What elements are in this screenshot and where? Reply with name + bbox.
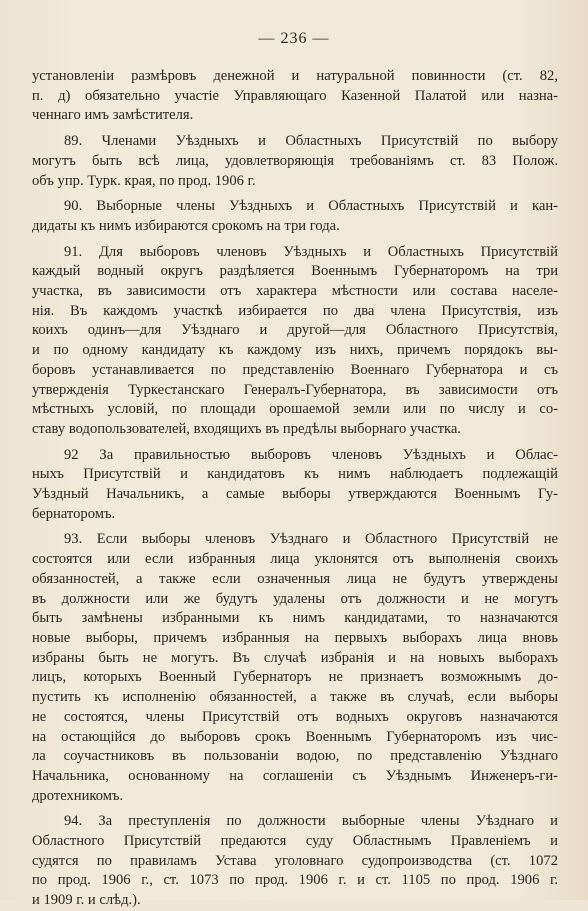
text-line: боровъ устанавливается по представленію Военнаго Губернатора и съ [32, 361, 558, 378]
text-line: ставу водопользователей, входящихъ въ предѣлы выборнаго участка. [32, 420, 461, 437]
paragraph-93 [32, 530, 558, 806]
text-line: ныхъ Присутствій и кандидатовъ къ нимъ наблюдаетъ подлежащій [32, 466, 558, 483]
paragraph-92 [32, 446, 558, 525]
text-line: въ должности или же будутъ удалены отъ должности и не могутъ [32, 590, 558, 607]
text-line: мѣстныхъ условій, по площади орошаемой земли или по числу и со- [32, 401, 558, 418]
text-line: п. д) обязательно участіе Управляющаго Казенной Палатой или назна- [32, 87, 558, 104]
text-line: 94. За преступленія по должности выборные члены Уѣзднаго и [64, 813, 558, 830]
page-number: — 236 — [258, 30, 330, 47]
text-line: 93. Если выборы членовъ Уѣзднаго и Областного Присутствій не [64, 531, 558, 548]
page-body [32, 67, 558, 911]
text-line: и 1909 г. и слѣд.). [32, 892, 141, 909]
text-line: 91. Для выборовъ членовъ Уѣздныхъ и Областныхъ Присутствій [64, 243, 558, 260]
text-line: Начальника, основанному на соглашеніи съ Уѣзднымъ Инженеръ-ги- [32, 767, 558, 784]
paragraph-91 [32, 243, 558, 440]
text-line: участка, въ зависимости отъ характера мѣстности или состава населе- [32, 283, 558, 300]
text-line: Уѣздный Начальникъ, а самые выборы утверждаются Военнымъ Гу- [32, 486, 558, 503]
text-line: утвержденія Туркестанскаго Генералъ-Губернатора, въ зависимости отъ [32, 381, 558, 398]
text-line: 92 За правильностью выборовъ членовъ Уѣздныхъ и Облас- [64, 446, 558, 463]
text-line: могутъ быть всѣ лица, удовлетворяющія требованіямъ ст. 83 Полож. [32, 152, 558, 169]
text-line: на остающійся до выборовъ срокъ Военнымъ Губернаторомъ изъ чис- [32, 728, 558, 745]
paragraph-94 [32, 812, 558, 911]
paragraph-90 [32, 197, 558, 236]
text-line: обязанностей, а также если означенныя лица не будутъ утверждены [32, 570, 558, 587]
text-line: объ упр. Турк. края, по прод. 1906 г. [32, 172, 256, 189]
text-line: и по одному кандидату къ каждому изъ нихъ, причемъ порядокъ вы- [32, 342, 558, 359]
text-line: 89. Членами Уѣздныхъ и Областныхъ Присутствій по выбору [64, 133, 558, 150]
text-line: 90. Выборные члены Уѣздныхъ и Областныхъ Присутствій и кан- [64, 198, 558, 215]
text-line: быть замѣнены избранными къ нимъ кандидатами, то назначаются [32, 610, 558, 627]
text-line: новые выборы, причемъ избранныя на первыхъ выборахъ лица вновь [32, 629, 558, 646]
text-line: нія. Въ каждомъ участкѣ избирается по два члена Присутствія, изъ [32, 302, 558, 319]
text-line: ла соучастниковъ въ пользованіи водою, по представленію Уѣзднаго [32, 748, 558, 765]
text-line: установленіи размѣровъ денежной и натуральной повинности (ст. 82, [32, 68, 558, 84]
text-line: по прод. 1906 г., ст. 1073 по прод. 1906 г. и ст. 1105 по прод. 1906 г. [32, 872, 558, 889]
paragraph [32, 67, 558, 126]
text-line: пустить къ исполненію обязанностей, а также въ случаѣ, если выборы [32, 689, 558, 706]
text-line: Областного Присутствій предаются суду Областнымъ Правленіемъ и [32, 833, 558, 850]
paragraph-89 [32, 132, 558, 191]
text-line: ченнаго имъ замѣстителя. [32, 107, 194, 124]
text-line: лицъ, которыхъ Военный Губернаторъ не признаетъ возможнымъ до- [32, 669, 558, 686]
text-line: каждый водный округъ раздѣляется Военнымъ Губернаторомъ на три [32, 263, 558, 280]
text-line: коихъ одинъ—для Уѣзднаго и другой—для Областного Присутствія, [32, 322, 558, 339]
text-line: бернаторомъ. [32, 505, 116, 522]
text-line: дидаты къ нимъ избираются срокомъ на три года. [32, 217, 340, 234]
text-line: избраны быть не могутъ. Въ случаѣ избранія и на новыхъ выборахъ [32, 649, 558, 666]
text-line: дротехникомъ. [32, 787, 124, 804]
text-line: судятся по правиламъ Устава уголовнаго судопроизводства (ст. 1072 [32, 852, 558, 869]
text-line: не состоятся, члены Присутствій отъ водныхъ округовъ назначаются [32, 708, 558, 725]
text-line: состоятся или если избранныя лица уклонятся отъ выполненія своихъ [32, 551, 558, 568]
